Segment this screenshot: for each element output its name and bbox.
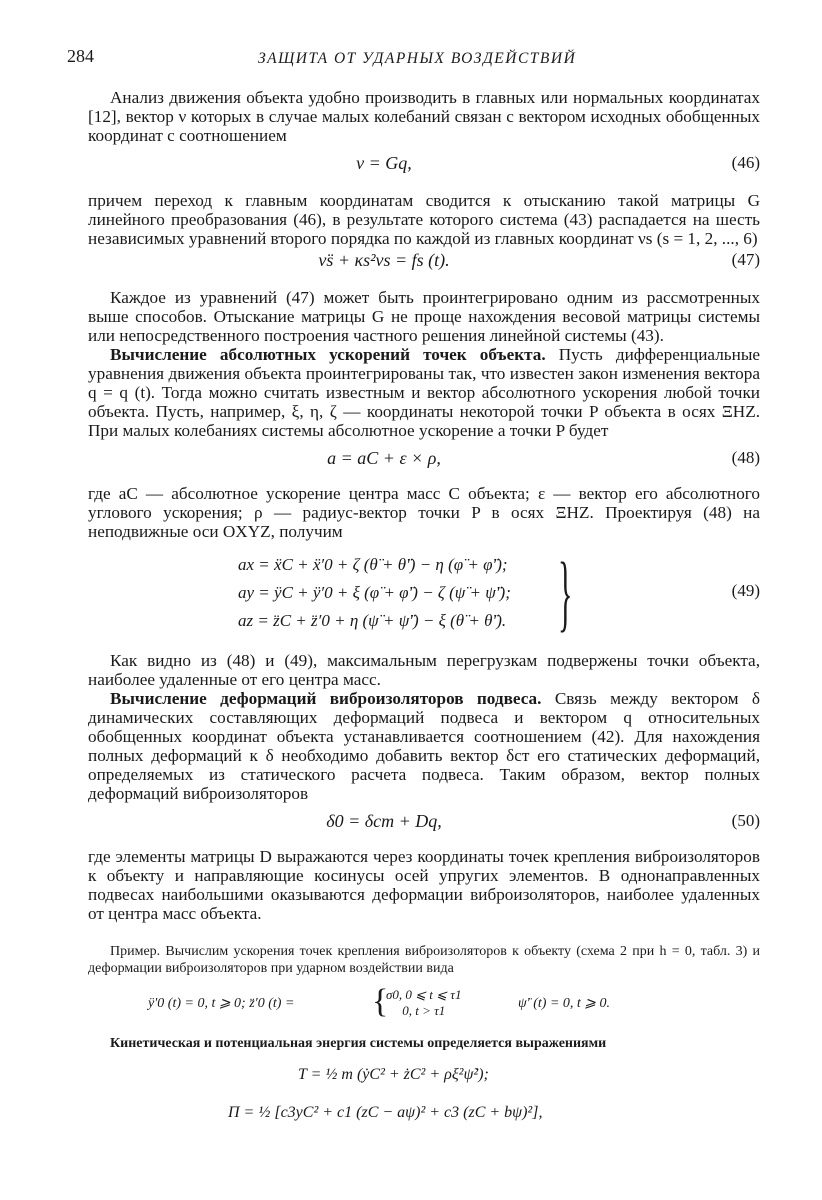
section-title-accelerations: Вычисление абсолютных ускорений точек объекта.: [110, 345, 546, 364]
energy-equations: [88, 1060, 760, 1136]
equation-50: [88, 803, 760, 841]
paragraph-accelerations: [88, 345, 760, 440]
paragraph-transform: причем переход к главным координатам сводится к отысканию такой матрицы G линейного преобразования (46), в результате которого система (43) распадается на шесть независимых уравнений второго порядка по каждой из главных координат νs (s = 1, 2, ..., 6): [88, 191, 760, 248]
paragraph-intro: Анализ движения объекта удобно производить в главных или нормальных координатах [12], вектор ν которых в случае малых колебаний связан с вектором исходных обобщенных координат с соотношением: [88, 88, 760, 145]
equation-49-line-ay: ay = ÿC + ÿ′0 + ξ (φ̈ + φ̈′) − ζ (ψ̈ + ψ̈′);: [238, 583, 511, 602]
paragraph-integration: Каждое из уравнений (47) может быть проинтегрировано одним из рассмотренных выше способов. Отыскание матрицы G не проще нахождения весовой матрицы системы или непосредственного построения частного решения линейной системы (43).: [88, 288, 760, 345]
case-2: 0, t > τ1: [402, 1003, 446, 1018]
paragraph-accelerations-text: Пусть дифференциальные уравнения движения объекта проинтегрированы так, что известен закон изменения вектора q = q (t). Тогда можно считать известным и вектор абсолютного ускорения любой точки объекта. Пусть, например, ξ, η, ζ — координаты некоторой точки P объекта в осях ΞHZ. При малых колебаниях системы абсолютное ускорение a точки P будет: [88, 345, 760, 440]
equation-47-formula: ν̈s + κs²νs = fs (t).: [318, 250, 450, 270]
equation-48-number: (48): [731, 448, 760, 467]
kinetic-energy: T = ½ m (ẏC² + żC² + ρξ²ψ̇²);: [298, 1066, 489, 1083]
cases-brace: {: [372, 983, 389, 1020]
paragraph-notation: где aC — абсолютное ускорение центра масс C объекта; ε — вектор его абсолютного углового ускорения; ρ — радиус-вектор точки P в осях ΞHZ. Проектируя (48) на неподвижные оси OXYZ, получим: [88, 484, 760, 541]
equation-46: [88, 145, 760, 183]
equation-49-number: (49): [731, 581, 760, 600]
equation-46-formula: ν = Gq,: [356, 153, 412, 173]
right-brace: }: [558, 544, 573, 640]
equation-49-lines: [238, 551, 511, 635]
section-title-deformations: Вычисление деформаций виброизоляторов подвеса.: [110, 689, 542, 708]
running-title: ЗАЩИТА ОТ УДАРНЫХ ВОЗДЕЙСТВИЙ: [258, 50, 577, 67]
paragraph-matrix-d: где элементы матрицы D выражаются через координаты точек крепления виброизоляторов к объекту и направляющие косинусы осей упругих элементов. В однонаправленных подвесах наибольшими оказываются деформации виброизоляторов, наиболее удаленных от центра масс объекта.: [88, 847, 760, 923]
example-text: Пример. Вычислим ускорения точек крепления виброизоляторов к объекту (схема 2 при h = 0, табл. 3) и деформации виброизоляторов при ударном воздействии вида: [88, 944, 760, 976]
equation-49-line-az: az = z̈C + z̈′0 + η (ψ̈ + ψ̈′) − ξ (θ̈ + θ̈′).: [238, 611, 507, 630]
example-equation-part2: ψ̈′ (t) = 0, t ⩾ 0.: [518, 996, 611, 1011]
equation-50-formula: δ0 = δст + Dq,: [326, 811, 442, 831]
potential-energy: Π = ½ [c3yC² + c1 (zC − aψ)² + c3 (zC + bψ)²],: [228, 1104, 543, 1121]
equation-49-line-ax: ax = ẍC + ẍ′0 + ζ (θ̈ + θ̈′) − η (φ̈ + φ̈′);: [238, 555, 508, 574]
example-equation-part1: ÿ′0 (t) = 0, t ⩾ 0; z̈′0 (t) =: [148, 996, 295, 1011]
energy-intro: Кинетическая и потенциальная энергия системы определяется выражениями: [110, 1036, 607, 1051]
example-cases: [386, 987, 461, 1019]
paragraph-deformations-text: Связь между вектором δ динамических составляющих деформаций подвеса и вектором q относительных обобщенных координат объекта устанавливается соотношением (42). Для нахождения полных деформаций к δ необходимо добавить вектор δст его статических деформаций, определяемых из статического расчета подвеса. Таким образом, вектор полных деформаций виброизоляторов: [88, 689, 760, 803]
book-page: [67, 40, 760, 1136]
equation-48: [88, 440, 760, 478]
paragraph-overloads: Как видно из (48) и (49), максимальным перегрузкам подвержены точки объекта, наиболее удаленные от его центра масс.: [88, 651, 760, 689]
equation-50-number: (50): [731, 811, 760, 830]
case-1: σ0, 0 ⩽ t ⩽ τ1: [386, 987, 462, 1002]
example-equation: [88, 983, 760, 1021]
page-number: 284: [67, 46, 94, 66]
equation-48-formula: a = aC + ε × ρ,: [327, 448, 441, 468]
equation-47: [88, 248, 760, 278]
equation-49: [88, 544, 760, 640]
paragraph-deformations: [88, 689, 760, 803]
equation-47-number: (47): [731, 250, 760, 269]
equation-46-number: (46): [731, 153, 760, 172]
page-header: [67, 40, 760, 72]
